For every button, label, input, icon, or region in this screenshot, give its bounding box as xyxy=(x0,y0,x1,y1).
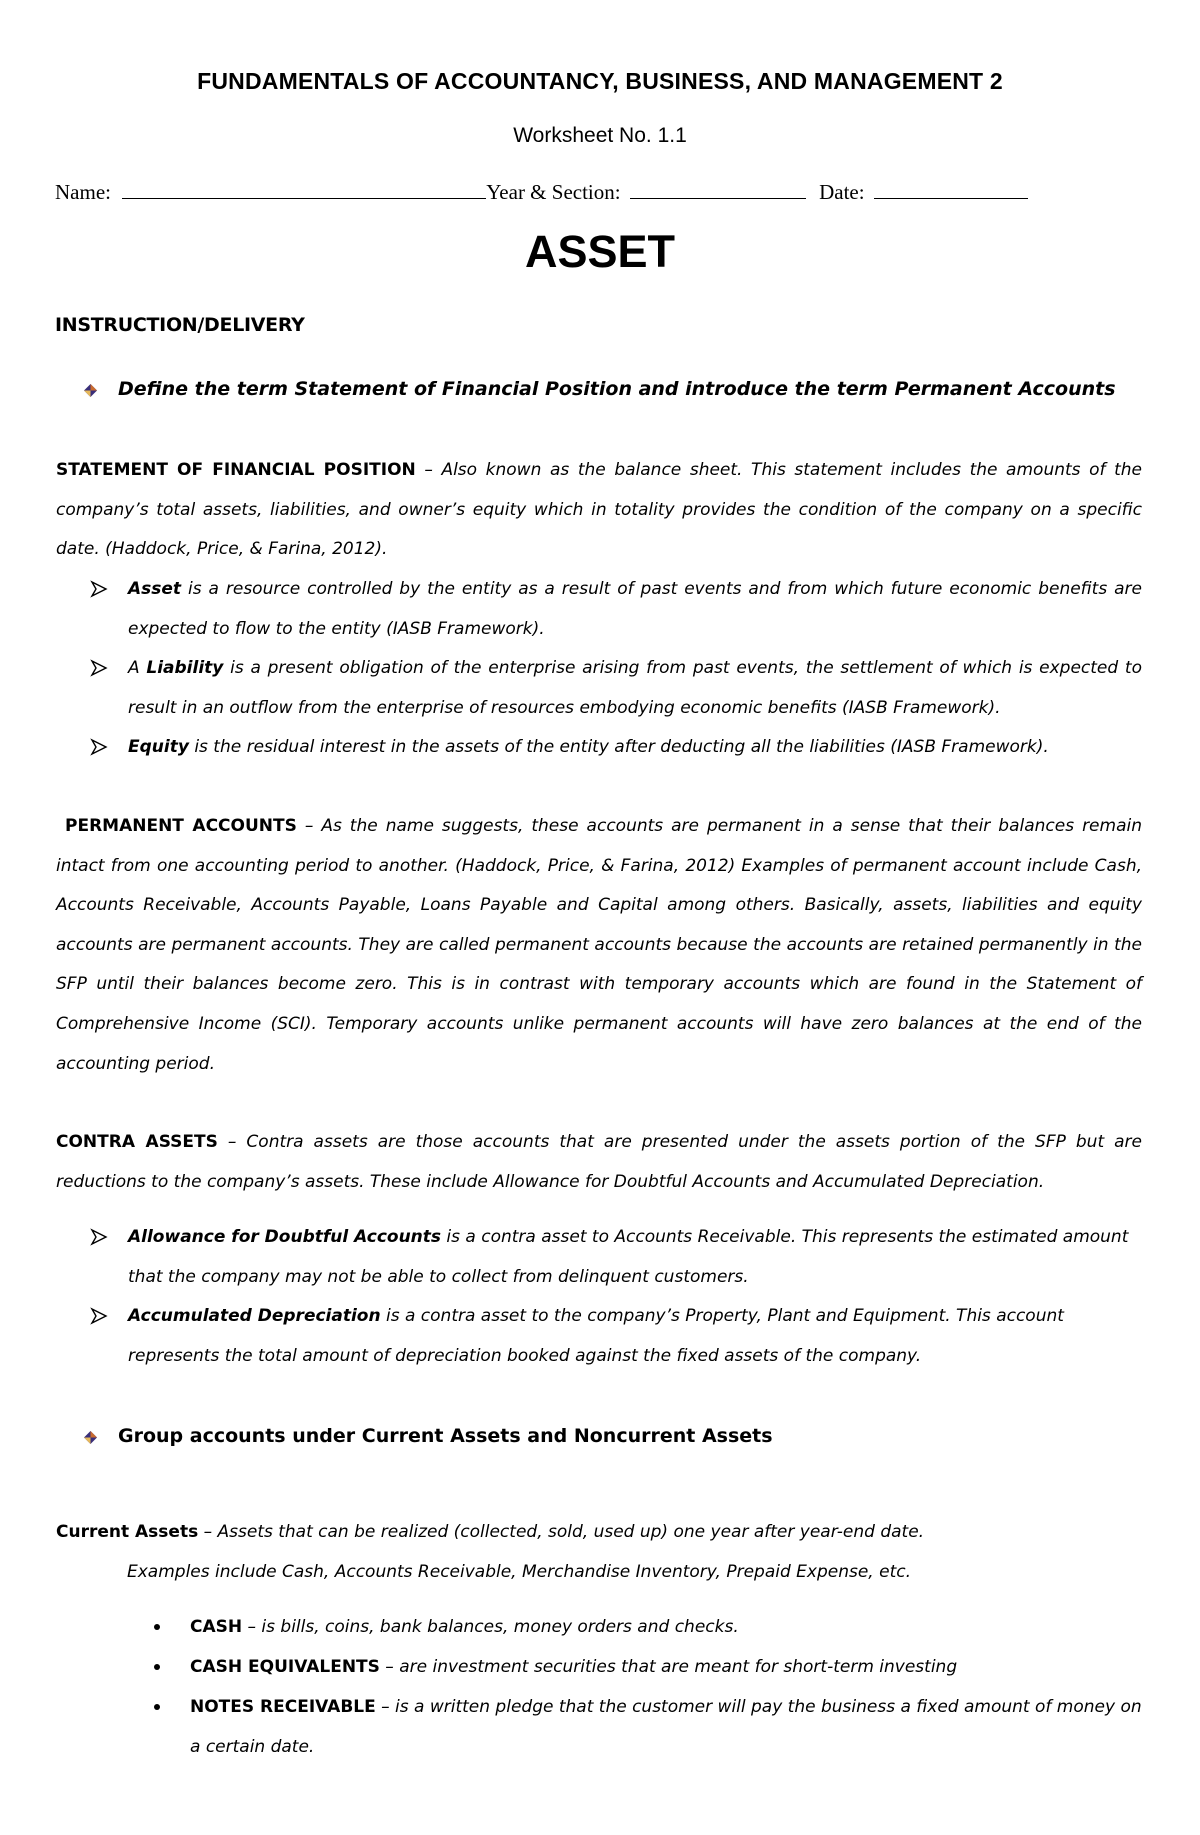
current-assets-examples: Examples include Cash, Accounts Receivable, Merchandise Inventory, Prepaid Expense, etc. xyxy=(127,1562,911,1582)
current-assets-line xyxy=(56,1522,924,1542)
diamond-bullet-icon xyxy=(84,384,97,397)
current-assets-definition: – Assets that can be realized (collected, sold, used up) one year after year-end date. xyxy=(198,1522,925,1542)
definition-term: Liability xyxy=(146,658,224,678)
year-section-label: Year & Section: xyxy=(486,180,621,204)
worksheet-number: Worksheet No. 1.1 xyxy=(513,124,687,147)
contra-definition: – Contra assets are those accounts that are presented under the assets portion of the SFP but are reductions to the company’s assets. These include Allowance for Doubtful Accounts and Accumulated Depreciation. xyxy=(56,1132,1142,1192)
current-asset-term: CASH EQUIVALENTS xyxy=(190,1657,380,1677)
definition-item xyxy=(90,728,1142,768)
sfp-term: STATEMENT OF FINANCIAL POSITION xyxy=(56,460,416,480)
current-asset-item xyxy=(150,1688,1142,1767)
sfp-definition: – Also known as the balance sheet. This statement includes the amounts of the company’s total assets, liabilities, and owner’s equity which in totality provides the condition of the company on a specific date. (Haddock, Price, & Farina, 2012). xyxy=(56,460,1142,560)
current-asset-item xyxy=(150,1648,1142,1688)
definition-text: is the residual interest in the assets of the entity after deducting all the liabilities (IASB Framework). xyxy=(188,737,1049,757)
current-asset-item xyxy=(150,1608,1142,1648)
current-asset-text: – is a written pledge that the customer will pay the business a fixed amount of money on a certain date. xyxy=(190,1697,1142,1757)
definition-text: is a present obligation of the enterprise arising from past events, the settlement of which is expected to result in an outflow from the enterprise of resources embodying economic benefits (IASB Framework). xyxy=(128,658,1142,718)
student-info-line xyxy=(55,180,1155,205)
definition-item: A Liability is a present obligation of the enterprise arising from past events, the settlement of which is expected to result in an outflow from the enterprise of resources embodying economic benefits (IASB Framework). xyxy=(90,649,1142,728)
contra-item-text: is a contra asset to the company’s Property, Plant and Equipment. This account represents the total amount of depreciation booked against the fixed assets of the company. xyxy=(128,1306,1064,1366)
current-assets-term: Current Assets xyxy=(56,1522,199,1542)
arrow-bullet-icon xyxy=(90,1228,108,1246)
contra-item xyxy=(90,1297,1142,1376)
sfp-paragraph xyxy=(56,451,1142,570)
bullet-dot-icon xyxy=(154,1624,160,1630)
current-asset-term: NOTES RECEIVABLE xyxy=(190,1697,376,1717)
arrow-bullet-icon xyxy=(90,1307,108,1325)
arrow-bullet-icon xyxy=(90,659,108,677)
contra-term: CONTRA ASSETS xyxy=(56,1132,218,1152)
objective-text: Define the term Statement of Financial Position and introduce the term Permanent Accounts xyxy=(118,378,1116,400)
section-heading: INSTRUCTION/DELIVERY xyxy=(55,314,305,336)
year-section-field[interactable] xyxy=(630,180,806,199)
definition-item xyxy=(90,570,1142,649)
objective-text: Group accounts under Current Assets and Noncurrent Assets xyxy=(118,1425,773,1447)
contra-item xyxy=(90,1218,1142,1297)
permanent-term: PERMANENT ACCOUNTS xyxy=(65,816,297,836)
current-asset-term: CASH xyxy=(190,1617,243,1637)
permanent-accounts-paragraph xyxy=(56,807,1142,1084)
bullet-dot-icon xyxy=(154,1664,160,1670)
contra-item-text: is a contra asset to Accounts Receivable. This represents the estimated amount that the company may not be able to collect from delinquent customers. xyxy=(128,1227,1129,1287)
arrow-bullet-icon xyxy=(90,580,108,598)
page-title: ASSET xyxy=(524,226,676,277)
bullet-dot-icon xyxy=(154,1704,160,1710)
current-asset-text: – are investment securities that are meant for short-term investing xyxy=(379,1657,958,1677)
arrow-bullet-icon xyxy=(90,738,108,756)
diamond-bullet-icon xyxy=(84,1431,97,1444)
name-field[interactable] xyxy=(122,180,486,199)
contra-assets-paragraph xyxy=(56,1123,1142,1202)
contra-item-term: Accumulated Depreciation xyxy=(128,1306,381,1326)
name-label: Name: xyxy=(55,180,111,204)
current-asset-text: – is bills, coins, bank balances, money orders and checks. xyxy=(242,1617,739,1637)
definition-text: is a resource controlled by the entity as a result of past events and from which future economic benefits are expected to flow to the entity (IASB Framework). xyxy=(128,579,1142,639)
contra-item-term: Allowance for Doubtful Accounts xyxy=(128,1227,442,1247)
date-field[interactable] xyxy=(874,180,1028,199)
date-label: Date: xyxy=(819,180,865,204)
definition-term: Asset xyxy=(128,579,182,599)
document-title: FUNDAMENTALS OF ACCOUNTANCY, BUSINESS, AND MANAGEMENT 2 xyxy=(197,68,1003,94)
permanent-definition: – As the name suggests, these accounts are permanent in a sense that their balances remain intact from one accounting period to another. (Haddock, Price, & Farina, 2012) Examples of permanent account include Cash, Accounts Receivable, Accounts Payable, Loans Payable and Capital among others. Basically, assets, liabilities and equity accounts are permanent accounts. They are called permanent accounts because the accounts are retained permanently in the SFP until their balances become zero. This is in contrast with temporary accounts which are found in the Statement of Comprehensive Income (SCI). Temporary accounts unlike permanent accounts will have zero balances at the end of the accounting period. xyxy=(56,816,1142,1074)
definition-term: Equity xyxy=(128,737,189,757)
